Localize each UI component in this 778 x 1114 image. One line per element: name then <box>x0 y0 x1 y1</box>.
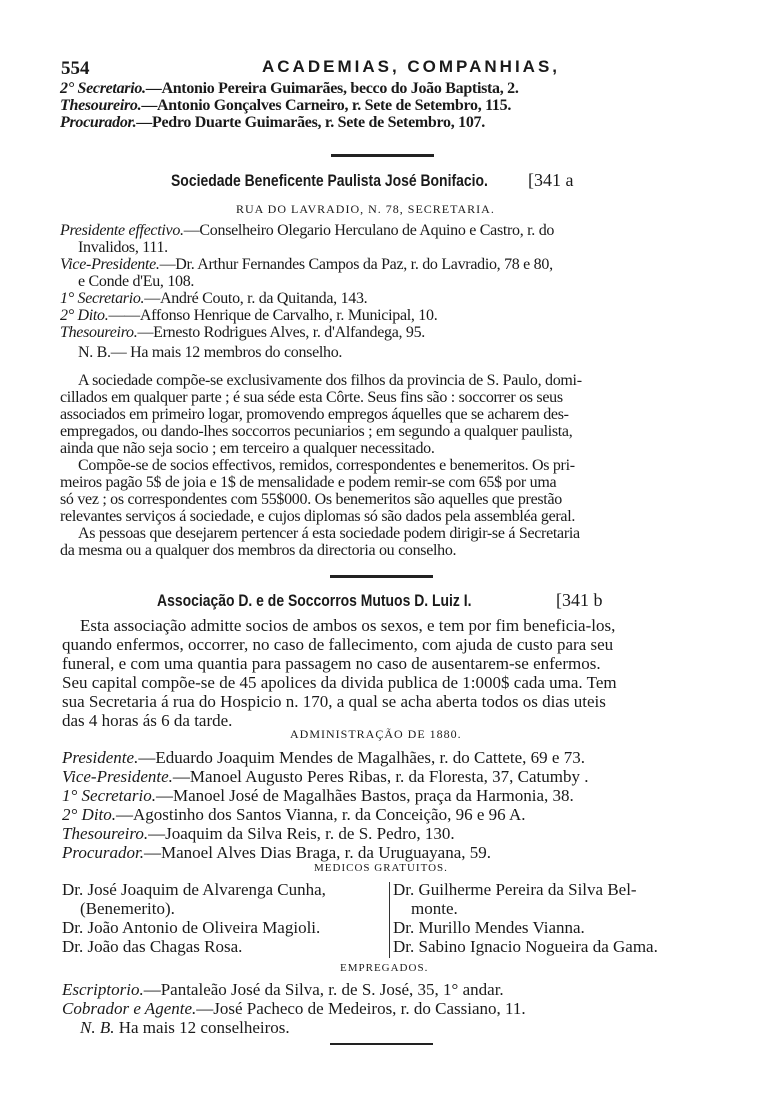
officer-line <box>60 97 710 114</box>
paragraph-line: Compõe-se de socios effectivos, remidos, correspondentes e benemeritos. Os pri- <box>78 457 575 474</box>
section1-body <box>60 372 710 559</box>
empregado-line <box>62 980 712 999</box>
paragraph-line: das 4 horas ás 6 da tarde. <box>62 711 233 730</box>
officer-role: 2° Dito. <box>60 307 109 324</box>
officer-role: Thesoureiro. <box>60 324 138 341</box>
officer-role: Presidente effectivo. <box>60 222 184 239</box>
section2-heading <box>157 591 541 611</box>
officer-role: Thesoureiro. <box>62 824 149 843</box>
officer-role: Vice-Presidente. <box>60 256 160 273</box>
medico-line: Dr. João das Chagas Rosa. <box>62 937 243 956</box>
medico-line: Dr. João Antonio de Oliveira Magioli. <box>62 918 321 937</box>
officer-text: —Conselheiro Olegario Herculano de Aquino e Castro, r. do <box>183 222 555 239</box>
officer-line <box>60 222 710 239</box>
officer-text: —Ernesto Rodrigues Alves, r. d'Alfandega, 95. <box>137 324 426 341</box>
officer-role: Procurador. <box>62 843 145 862</box>
officer-role: Vice-Presidente. <box>62 767 173 786</box>
officer-text: —Manoel José de Magalhães Bastos, praça da Harmonia, 38. <box>155 786 574 805</box>
officer-continuation: Invalidos, 111. <box>78 239 168 256</box>
section2-note <box>62 1018 712 1037</box>
section2-body <box>62 616 712 730</box>
officer-text: ——Affonso Henrique de Carvalho, r. Municipal, 10. <box>108 307 438 324</box>
paragraph-line: da mesma ou a qualquer dos membros da directoria ou conselho. <box>60 542 457 559</box>
empregados-heading: EMPREGADOS. <box>340 962 429 974</box>
officer-line <box>60 324 710 341</box>
medico-line: Dr. Sabino Ignacio Nogueira da Gama. <box>393 937 658 956</box>
medicos-right-column <box>393 880 658 956</box>
section1-ref: [341 a <box>528 170 574 190</box>
section-divider <box>330 1043 433 1045</box>
paragraph-line: ainda que não seja socio ; em terceiro a qualquer necessitado. <box>60 440 435 457</box>
section2-title: Associação D. e de Soccorros Mutuos D. Luiz I. <box>157 591 472 610</box>
paragraph-line: cillados em qualquer parte ; é sua séde esta Côrte. Seus fins são : soccorrer os seus <box>60 389 563 406</box>
officer-line <box>62 786 712 805</box>
officer-role: Thesoureiro. <box>60 97 142 114</box>
empregado-role: Escriptorio. <box>62 980 144 999</box>
officer-line <box>60 114 710 131</box>
paragraph-line: meiros pagão 5$ de joia e 1$ de mensalidade e podem remir-se com 65$ por uma <box>60 474 557 491</box>
officer-line <box>62 843 712 862</box>
section1-officers <box>60 222 710 361</box>
officer-role: 2° Secretario. <box>60 80 146 97</box>
officer-text: —Manoel Alves Dias Braga, r. da Uruguayana, 59. <box>144 843 492 862</box>
medicos-left-column <box>62 880 392 956</box>
officer-text: —Manoel Augusto Peres Ribas, r. da Floresta, 37, Catumby . <box>172 767 589 786</box>
officer-role: Presidente. <box>62 748 139 767</box>
empregado-text: —Pantaleão José da Silva, r. de S. José, 35, 1° andar. <box>143 980 504 999</box>
paragraph-line: As pessoas que desejarem pertencer á esta sociedade podem dirigir-se á Secretaria <box>78 525 580 542</box>
officer-role: Procurador. <box>60 114 137 131</box>
note-label: N. B. <box>80 1018 115 1037</box>
officer-line <box>60 290 710 307</box>
officer-line <box>62 805 712 824</box>
note-text: Ha mais 12 conselheiros. <box>118 1018 290 1037</box>
officer-role: 1° Secretario. <box>62 786 156 805</box>
empregado-line <box>62 999 712 1018</box>
continuation-officers <box>60 80 710 131</box>
section2-ref: [341 b <box>556 590 603 610</box>
officer-role: 1° Secretario. <box>60 290 145 307</box>
paragraph-line: quando enfermos, occorrer, no caso de fallecimento, com ajuda de custo para seu <box>62 635 614 654</box>
paragraph-line: relevantes serviços á sociedade, e cujos diplomas só são dados pela assembléa geral. <box>60 508 576 525</box>
empregados-list <box>62 980 712 1037</box>
medico-line: monte. <box>411 899 458 918</box>
admin-heading: ADMINISTRAÇÃO DE 1880. <box>290 727 462 741</box>
officer-line <box>60 307 710 324</box>
officer-line <box>60 80 710 97</box>
section2-officers <box>62 748 712 862</box>
section1-subtitle: RUA DO LAVRADIO, N. 78, SECRETARIA. <box>236 202 495 216</box>
paragraph-line: Seu capital compõe-se de 45 apolices da divida publica de 1:000$ cada uma. Tem <box>62 673 617 692</box>
officer-continuation: e Conde d'Eu, 108. <box>78 273 195 290</box>
officer-role: 2° Dito. <box>62 805 117 824</box>
officer-line <box>62 824 712 843</box>
paragraph-line: só vez ; os correspondentes com 55$000. Os benemeritos são aquelles que prestão <box>60 491 562 508</box>
officer-line <box>62 767 712 786</box>
officer-text: —André Couto, r. da Quitanda, 143. <box>144 290 368 307</box>
medico-line: Dr. Murillo Mendes Vianna. <box>393 918 585 937</box>
section1-heading <box>171 171 557 191</box>
page-number: 554 <box>61 58 90 79</box>
empregado-text: —José Pacheco de Medeiros, r. do Cassiano, 11. <box>196 999 526 1018</box>
officer-text: —Eduardo Joaquim Mendes de Magalhães, r. do Cattete, 69 e 73. <box>138 748 585 767</box>
medicos-heading: MEDICOS GRATUITOS. <box>314 862 448 874</box>
section1-note: N. B.— Ha mais 12 membros do conselho. <box>78 344 343 361</box>
medico-line: (Benemerito). <box>80 899 175 918</box>
section-divider <box>330 575 433 578</box>
medico-line: Dr. José Joaquim de Alvarenga Cunha, <box>62 880 326 899</box>
officer-text: —Antonio Gonçalves Carneiro, r. Sete de Setembro, 115. <box>141 97 512 114</box>
paragraph-line: associados em primeiro logar, promovendo empregos áquelles que se acharem des- <box>60 406 569 423</box>
officer-text: —Antonio Pereira Guimarães, becco do João Baptista, 2. <box>145 80 519 97</box>
paragraph-line: Esta associação admitte socios de ambos os sexos, e tem por fim beneficia-los, <box>80 616 616 635</box>
empregado-role: Cobrador e Agente. <box>62 999 197 1018</box>
officer-text: —Agostinho dos Santos Vianna, r. da Conceição, 96 e 96 A. <box>116 805 526 824</box>
paragraph-line: A sociedade compõe-se exclusivamente dos filhos da provincia de S. Paulo, domi- <box>78 372 582 389</box>
running-title: ACADEMIAS, COMPANHIAS, <box>262 57 561 76</box>
section1-title: Sociedade Beneficente Paulista José Bonifacio. <box>171 171 488 190</box>
section-divider <box>331 154 434 157</box>
officer-text: —Pedro Duarte Guimarães, r. Sete de Setembro, 107. <box>136 114 485 131</box>
paragraph-line: empregados, ou dando-lhes soccorros pecuniarios ; em segundo a qualquer paulista, <box>60 423 573 440</box>
medico-line: Dr. Guilherme Pereira da Silva Bel- <box>393 880 637 899</box>
officer-line <box>62 748 712 767</box>
paragraph-line: funeral, e com uma quantia para passagem no caso de ausentarem-se enfermos. <box>62 654 601 673</box>
paragraph-line: sua Secretaria á rua do Hospicio n. 170, a qual se acha aberta todos os dias uteis <box>62 692 606 711</box>
column-divider <box>389 882 390 958</box>
officer-text: —Joaquim da Silva Reis, r. de S. Pedro, 130. <box>148 824 455 843</box>
officer-text: —Dr. Arthur Fernandes Campos da Paz, r. do Lavradio, 78 e 80, <box>159 256 553 273</box>
officer-line <box>60 256 710 273</box>
